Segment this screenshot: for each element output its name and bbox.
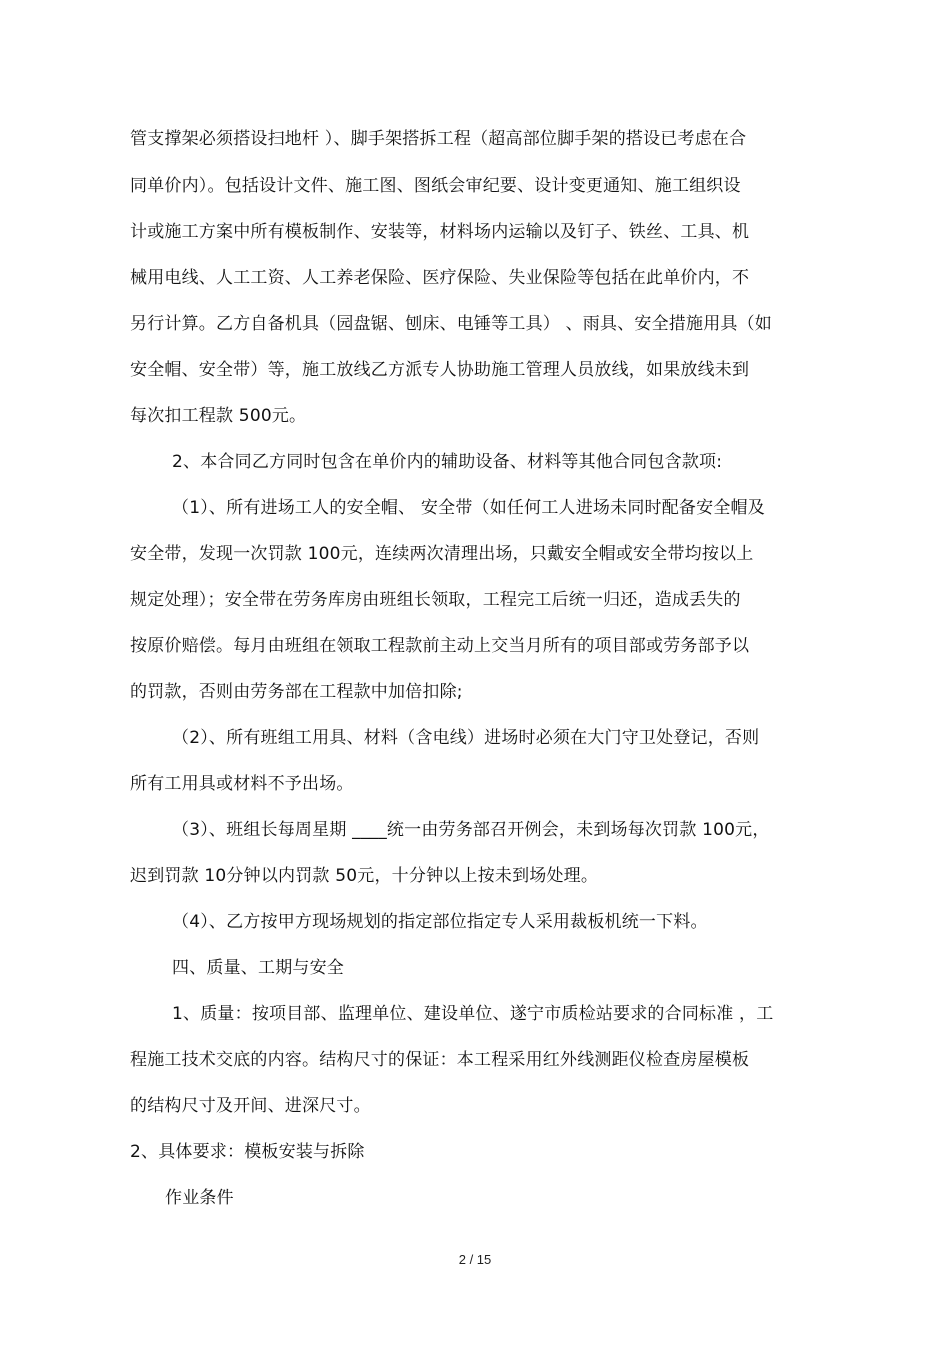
text-line: 规定处理）；安全带在劳务库房由班组长领取，工程完工后统一归还，造成丢失的 (130, 590, 741, 610)
text-line: 的结构尺寸及开间、进深尺寸。 (130, 1096, 371, 1116)
text-line: 计或施工方案中所有模板制作、安装等，材料场内运输以及钉子、铁丝、工具、机 (130, 222, 750, 242)
list-item-start: （3）、班组长每周星期 ____统一由劳务部召开例会，未到场每次罚款 100元， (172, 820, 770, 840)
text-line: 迟到罚款 10分钟以内罚款 50元，十分钟以上按未到场处理。 (130, 866, 599, 886)
text-line: 械用电线、人工工资、人工养老保险、医疗保险、失业保险等包括在此单价内，不 (130, 268, 750, 288)
section-item: 2、本合同乙方同时包含在单价内的辅助设备、材料等其他合同包含款项: (172, 452, 723, 472)
text-line: 另行计算。乙方自备机具（园盘锯、刨床、电锤等工具） 、雨具、安全措施用具（如 (130, 314, 773, 334)
subsection-heading: 作业条件 (165, 1188, 234, 1208)
page-number: 2 / 15 (458, 1252, 492, 1267)
list-item-start: （1）、所有进场工人的安全帽、 安全带（如任何工人进场未同时配备安全帽及 (172, 498, 765, 518)
text-line: 程施工技术交底的内容。结构尺寸的保证：本工程采用红外线测距仪检查房屋模板 (130, 1050, 750, 1070)
text-line: 每次扣工程款 500元。 (130, 406, 307, 426)
section-heading: 四、质量、工期与安全 (172, 958, 344, 978)
text-line: 安全带，发现一次罚款 100元，连续两次清理出场，只戴安全帽或安全带均按以上 (130, 544, 754, 564)
list-item-start: （4）、乙方按甲方现场规划的指定部位指定专人采用裁板机统一下料。 (172, 912, 708, 932)
text-line: 所有工用具或材料不予出场。 (130, 774, 354, 794)
list-item-start: （2）、所有班组工用具、材料（含电线）进场时必须在大门守卫处登记，否则 (172, 728, 760, 748)
text-line: 管支撑架必须搭设扫地杆 ）、脚手架搭拆工程（超高部位脚手架的搭设已考虑在合 (130, 129, 747, 149)
section-item: 1、质量：按项目部、监理单位、建设单位、遂宁市质检站要求的合同标准 ，工 (172, 1004, 774, 1024)
section-item: 2、具体要求：模板安装与拆除 (130, 1142, 365, 1162)
text-line: 安全帽、安全带）等，施工放线乙方派专人协助施工管理人员放线，如果放线未到 (130, 360, 750, 380)
text-line: 按原价赔偿。每月由班组在领取工程款前主动上交当月所有的项目部或劳务部予以 (130, 636, 750, 656)
text-line: 的罚款，否则由劳务部在工程款中加倍扣除; (130, 682, 463, 702)
text-line: 同单价内）。包括设计文件、施工图、图纸会审纪要、设计变更通知、施工组织设 (130, 176, 741, 196)
